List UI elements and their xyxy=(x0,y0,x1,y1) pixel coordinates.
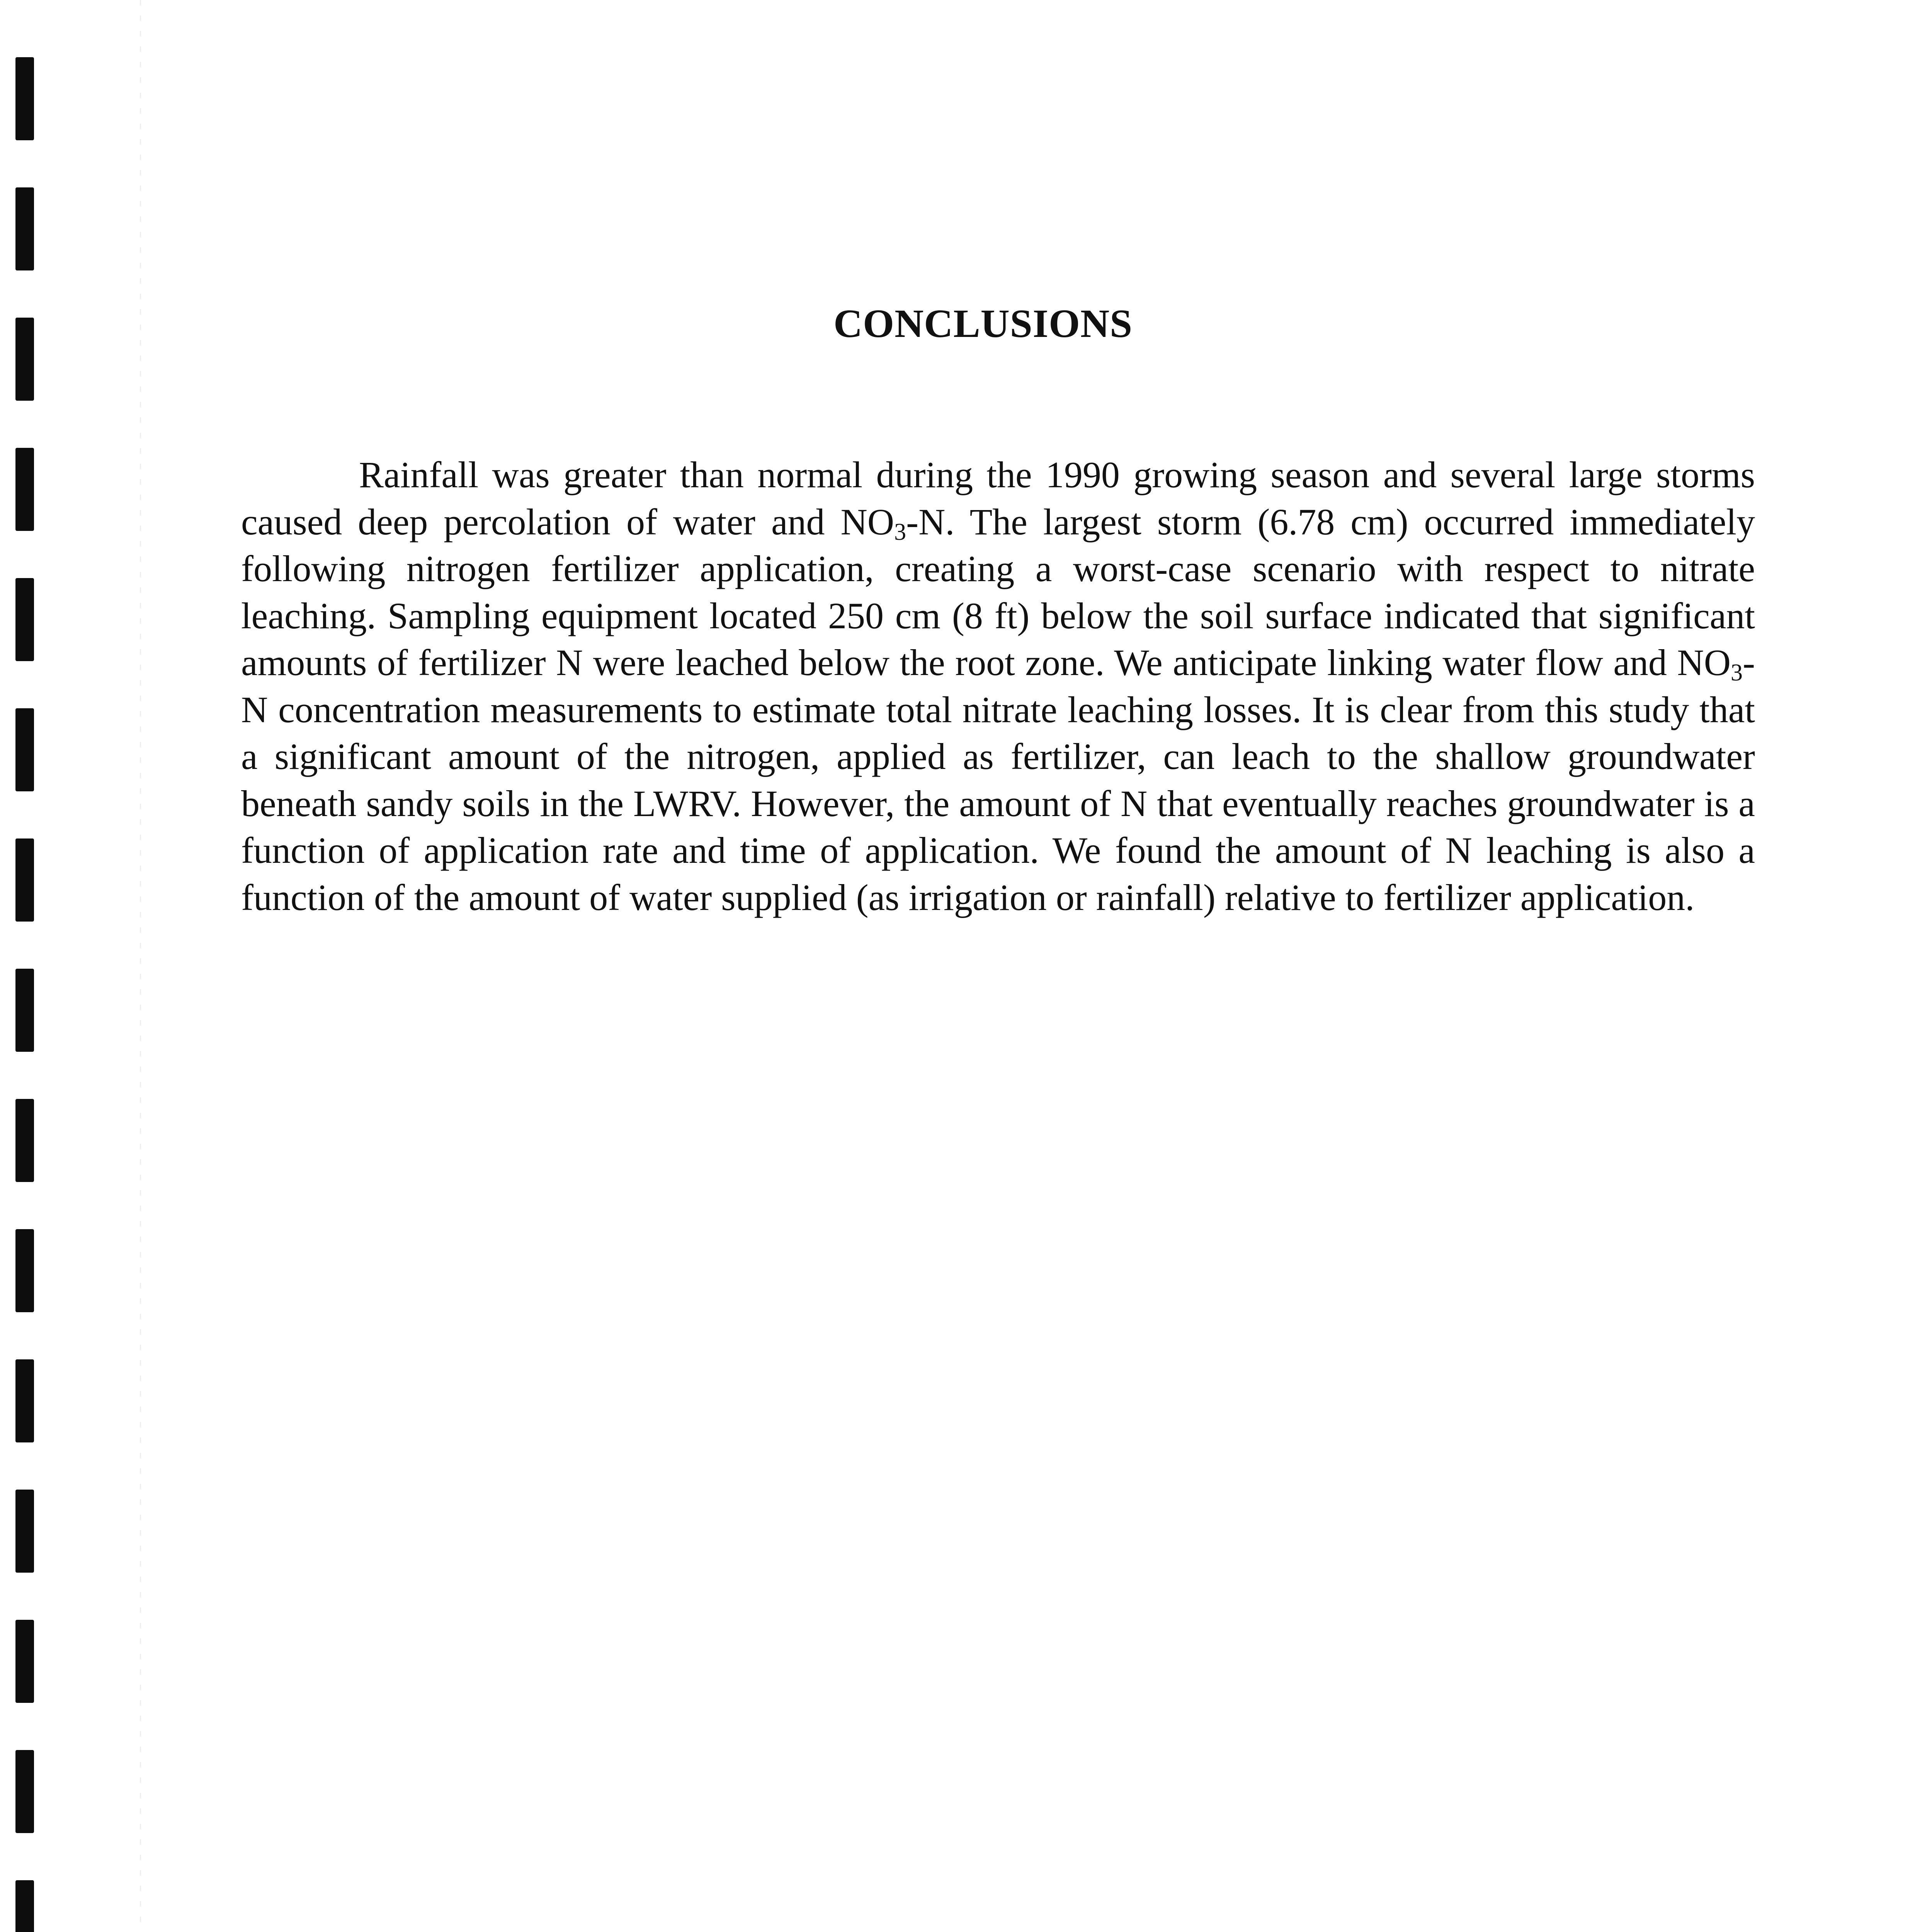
paragraph-text: -N. The largest storm (6.78 cm) occurred immediately following nitrogen fertilizer application, creating a worst-case scenario with respect to nitrate leaching. Sampling equipment located 250 cm (8 ft) below the soil surface indicated that significant amounts of fertilizer N were leached below the root zone. We anticipate linking water flow and NO xyxy=(241,501,1755,683)
paragraph-text: Rainfall was greater than normal during the 1990 growing season and several large storms caused deep percolation of water and NO xyxy=(241,454,1755,543)
binding-hole-icon xyxy=(15,838,34,922)
binding-hole-icon xyxy=(15,187,34,270)
binding-hole-icon xyxy=(15,708,34,791)
binding-hole-icon xyxy=(15,448,34,531)
subscript: 3 xyxy=(1731,660,1743,686)
subscript: 3 xyxy=(894,519,906,545)
scan-margin-line xyxy=(140,0,141,1932)
binding-hole-icon xyxy=(15,57,34,140)
spiral-binding xyxy=(0,0,46,1932)
binding-hole-icon xyxy=(15,1880,34,1932)
binding-hole-icon xyxy=(15,578,34,661)
binding-hole-icon xyxy=(15,969,34,1052)
binding-hole-icon xyxy=(15,1359,34,1442)
binding-hole-icon xyxy=(15,1750,34,1833)
binding-hole-icon xyxy=(15,1620,34,1703)
binding-hole-icon xyxy=(15,1490,34,1573)
binding-hole-icon xyxy=(15,1229,34,1312)
paragraph-text: -N concentration measurements to estimate total nitrate leaching losses. It is clear from this study that a significant amount of the nitrogen, applied as fertilizer, can leach to the shallow groundwater beneath sandy soils in the LWRV. However, the amount of N that eventually reaches groundwater is a function of application rate and time of application. We found the amount of N leaching is also a function of the amount of water supplied (as irrigation or rainfall) relative to fertilizer application. xyxy=(241,642,1755,918)
page-title: CONCLUSIONS xyxy=(833,301,1133,346)
conclusions-paragraph xyxy=(241,451,1755,921)
binding-hole-icon xyxy=(15,1099,34,1182)
